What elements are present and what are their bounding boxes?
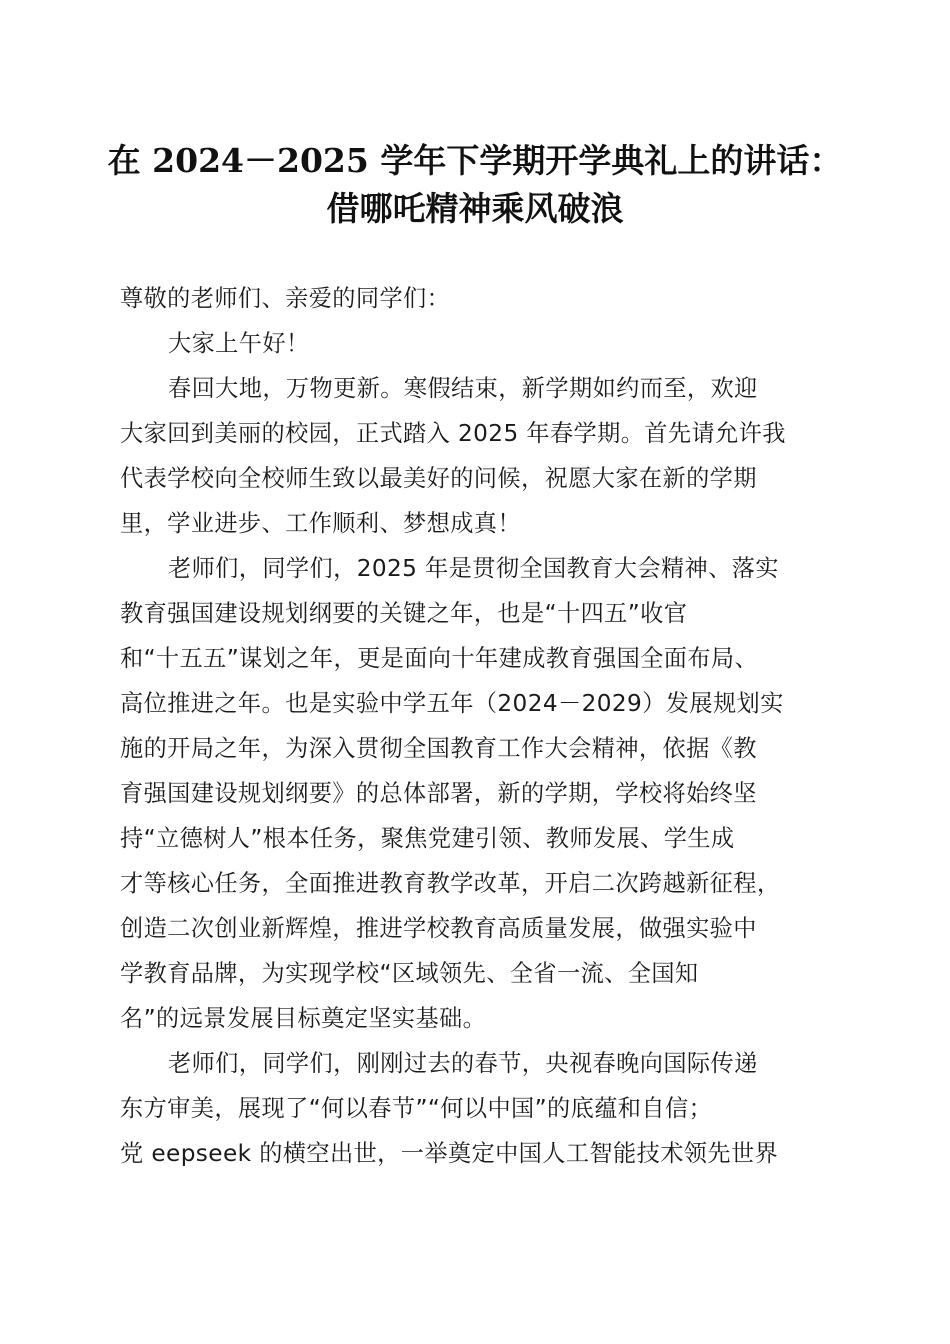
body-line: 育强国建设规划纲要》的总体部署，新的学期，学校将始终坚 (120, 780, 757, 807)
body-line: 持“立德树人”根本任务，聚焦党建引领、教师发展、学生成 (120, 825, 735, 852)
body-line: 东方审美，展现了“何以春节”“何以中国”的底蕴和自信； (120, 1095, 713, 1122)
body-line: 大家回到美丽的校园，正式踏入 2025 年春学期。首先请允许我 (120, 420, 786, 447)
body-line: 创造二次创业新辉煌，推进学校教育高质量发展，做强实验中 (120, 915, 757, 942)
body-line: 高位推进之年。也是实验中学五年（2024－2029）发展规划实 (120, 690, 784, 717)
body-line: 才等核心任务，全面推进教育教学改革，开启二次跨越新征程， (120, 870, 781, 897)
body-line: 党 eepseek 的横空出世，一举奠定中国人工智能技术领先世界 (120, 1140, 779, 1167)
body-line: 教育强国建设规划纲要的关键之年，也是“十四五”收官 (120, 600, 688, 627)
body-line: 春回大地，万物更新。寒假结束，新学期如约而至，欢迎 (168, 375, 758, 402)
greeting: 大家上午好！ (168, 330, 310, 357)
body-line: 名”的远景发展目标奠定坚实基础。 (120, 1005, 487, 1032)
body-line: 和“十五五”谋划之年，更是面向十年建成教育强国全面布局、 (120, 645, 759, 672)
body-line: 里，学业进步、工作顺利、梦想成真！ (120, 510, 521, 537)
salutation: 尊敬的老师们、亲爱的同学们： (120, 285, 451, 312)
document-title-line-1: 在 2024－2025 学年下学期开学典礼上的讲话： (107, 141, 843, 180)
body-line: 老师们，同学们，刚刚过去的春节，央视春晚向国际传递 (168, 1050, 758, 1077)
body-line: 施的开局之年，为深入贯彻全国教育工作大会精神，依据《教 (120, 735, 757, 762)
body-line: 代表学校向全校师生致以最美好的问候，祝愿大家在新的学期 (120, 465, 757, 492)
document-title-line-2: 借哪吒精神乘风破浪 (326, 189, 624, 228)
body-line: 学教育品牌，为实现学校“区域领先、全省一流、全国知 (120, 960, 699, 987)
body-line: 老师们，同学们，2025 年是贯彻全国教育大会精神、落实 (168, 555, 779, 582)
